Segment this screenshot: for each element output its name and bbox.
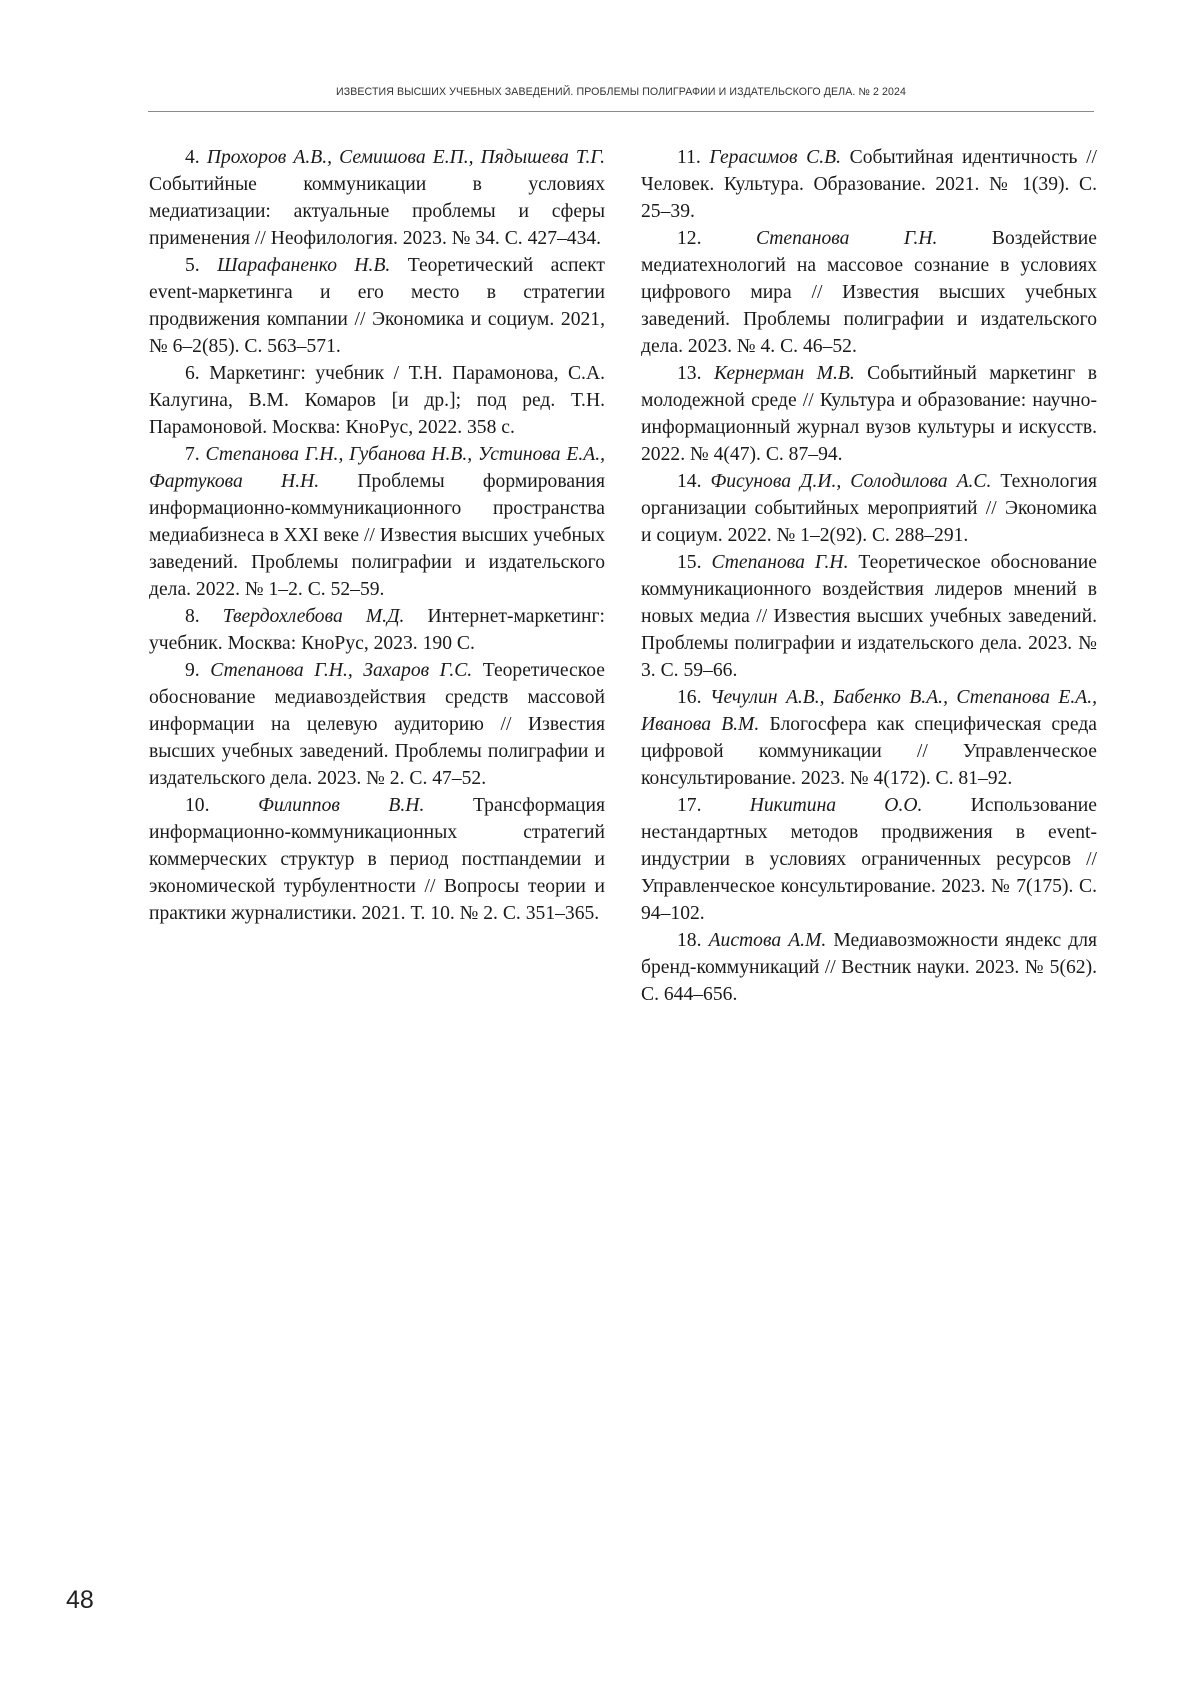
reference-item: 8. Твердохлебова М.Д. Интернет-маркетинг: учебник. Москва: КноРус, 2023. 190 С.	[149, 606, 605, 654]
reference-text: Событийная идентичность // Человек. Культура. Образование. 2021. № 1(39). С. 25–39.	[641, 147, 1097, 222]
reference-item: 18. Аистова А.М. Медиавозможности яндекс для бренд-коммуникаций // Вестник науки. 2023. № 5(62). С. 644–656.	[641, 930, 1097, 1005]
reference-item: 17. Никитина О.О. Использование нестандартных методов продвижения в event-индустрии в условиях ограниченных ресурсов // Управленческое консультирование. 2023. № 7(175). С. 94–102.	[641, 795, 1097, 924]
references-column-left	[149, 144, 605, 927]
reference-authors: Степанова Г.Н., Захаров Г.С.	[210, 660, 473, 681]
reference-authors: Филиппов В.Н.	[258, 795, 425, 816]
reference-text: Событийный маркетинг в молодежной среде // Культура и образование: научно-информационный журнал вузов культуры и искусств. 2022. № 4(47). С. 87–94.	[641, 363, 1098, 465]
reference-item: 16. Чечулин А.В., Бабенко В.А., Степанова Е.А., Иванова В.М. Блогосфера как специфическая среда цифровой коммуникации // Управленческое консультирование. 2023. № 4(172). С. 81–92.	[641, 687, 1097, 789]
reference-text: Блогосфера как специфическая среда цифровой коммуникации // Управленческое консультирование. 2023. № 4(172). С. 81–92.	[641, 714, 1097, 789]
reference-item: 5. Шарафаненко Н.В. Теоретический аспект event-маркетинга и его место в стратегии продвижения компании // Экономика и социум. 2021, № 6–2(85). С. 563–571.	[149, 255, 605, 357]
reference-item: 14. Фисунова Д.И., Солодилова А.С. Технология организации событийных мероприятий // Экономика и социум. 2022. № 1–2(92). С. 288–291.	[641, 471, 1097, 546]
reference-text: Маркетинг: учебник / Т.Н. Парамонова, С.А. Калугина, В.М. Комаров [и др.]; под ред. Т.Н. Парамоновой. Москва: КноРус, 2022. 358 с.	[149, 363, 605, 438]
reference-authors: Степанова Г.Н., Губанова Н.В., Устинова Е.А., Фартукова Н.Н.	[149, 444, 605, 492]
reference-text: Событийные коммуникации в условиях медиатизации: актуальные проблемы и сферы применения // Неофилология. 2023. № 34. С. 427–434.	[149, 174, 605, 249]
reference-authors: Аистова А.М.	[708, 930, 827, 951]
reference-text: Технология организации событийных мероприятий // Экономика и социум. 2022. № 1–2(92). С. 288–291.	[641, 471, 1097, 546]
reference-text: Проблемы формирования информационно-коммуникационного пространства медиабизнеса в XXI веке // Известия высших учебных заведений. Проблемы полиграфии и издательского дела. 2022. № 1–2. С. 52–59.	[149, 471, 605, 600]
reference-authors: Никитина О.О.	[749, 795, 923, 816]
reference-item: 11. Герасимов С.В. Событийная идентичность // Человек. Культура. Образование. 2021. № 1(39). С. 25–39.	[641, 147, 1097, 222]
reference-item: 10. Филиппов В.Н. Трансформация информационно-коммуникационных стратегий коммерческих структур в период постпандемии и экономической турбулентности // Вопросы теории и практики журналистики. 2021. Т. 10. № 2. С. 351–365.	[149, 795, 606, 924]
reference-item: 13. Кернерман М.В. Событийный маркетинг в молодежной среде // Культура и образование: научно-информационный журнал вузов культуры и искусств. 2022. № 4(47). С. 87–94.	[641, 363, 1098, 465]
reference-authors: Прохоров А.В., Семишова Е.П., Пядышева Т.Г.	[206, 147, 605, 168]
reference-authors: Герасимов С.В.	[709, 147, 841, 168]
reference-text: Воздействие медиатехнологий на массовое сознание в условиях цифрового мира // Известия высших учебных заведений. Проблемы полиграфии и издательского дела. 2023. № 4. С. 46–52.	[641, 228, 1097, 357]
references-column-right	[641, 144, 1097, 1008]
header-divider	[148, 111, 1094, 112]
reference-text: Теоретический аспект event-маркетинга и его место в стратегии продвижения компании // Экономика и социум. 2021, № 6–2(85). С. 563–571.	[149, 255, 605, 357]
reference-authors: Фисунова Д.И., Солодилова А.С.	[710, 471, 992, 492]
journal-running-header: ИЗВЕСТИЯ ВЫСШИХ УЧЕБНЫХ ЗАВЕДЕНИЙ. ПРОБЛЕМЫ ПОЛИГРАФИИ И ИЗДАТЕЛЬСКОГО ДЕЛА. № 2 2024	[336, 86, 906, 98]
reference-text: Теоретическое обоснование коммуникационного воздействия лидеров мнений в новых медиа // Известия высших учебных заведений. Проблемы полиграфии и издательского дела. 2023. № 3. С. 59–66.	[641, 552, 1097, 681]
reference-authors: Шарафаненко Н.В.	[217, 255, 391, 276]
reference-text: Теоретическое обоснование медиавоздействия средств массовой информации на целевую аудиторию // Известия высших учебных заведений. Проблемы полиграфии и издательского дела. 2023. № 2. С. 47–52.	[149, 660, 605, 789]
reference-item: 7. Степанова Г.Н., Губанова Н.В., Устинова Е.А., Фартукова Н.Н. Проблемы формирования информационно-коммуникационного пространства медиабизнеса в XXI веке // Известия высших учебных заведений. Проблемы полиграфии и издательского дела. 2022. № 1–2. С. 52–59.	[149, 444, 605, 600]
reference-item: 12. Степанова Г.Н. Воздействие медиатехнологий на массовое сознание в условиях цифрового мира // Известия высших учебных заведений. Проблемы полиграфии и издательского дела. 2023. № 4. С. 46–52.	[641, 228, 1097, 357]
reference-authors: Твердохлебова М.Д.	[222, 606, 405, 627]
reference-authors: Степанова Г.Н.	[711, 552, 849, 573]
reference-text: Интернет-маркетинг: учебник. Москва: КноРус, 2023. 190 С.	[149, 606, 605, 654]
reference-authors: Чечулин А.В., Бабенко В.А., Степанова Е.А., Иванова В.М.	[641, 687, 1097, 735]
reference-item: 9. Степанова Г.Н., Захаров Г.С. Теоретическое обоснование медиавоздействия средств массовой информации на целевую аудиторию // Известия высших учебных заведений. Проблемы полиграфии и издательского дела. 2023. № 2. С. 47–52.	[149, 660, 605, 789]
reference-item: 4. Прохоров А.В., Семишова Е.П., Пядышева Т.Г. Событийные коммуникации в условиях медиатизации: актуальные проблемы и сферы применения // Неофилология. 2023. № 34. С. 427–434.	[149, 147, 605, 249]
reference-text: Медиавозможности яндекс для бренд-коммуникаций // Вестник науки. 2023. № 5(62). С. 644–656.	[641, 930, 1097, 1005]
reference-item: 15. Степанова Г.Н. Теоретическое обоснование коммуникационного воздействия лидеров мнений в новых медиа // Известия высших учебных заведений. Проблемы полиграфии и издательского дела. 2023. № 3. С. 59–66.	[641, 552, 1097, 681]
reference-text: Трансформация информационно-коммуникационных стратегий коммерческих структур в период постпандемии и экономической турбулентности // Вопросы теории и практики журналистики. 2021. Т. 10. № 2. С. 351–365.	[149, 795, 606, 924]
reference-authors: Кернерман М.В.	[713, 363, 855, 384]
page-number: 48	[66, 1586, 94, 1614]
reference-text: Использование нестандартных методов продвижения в event-индустрии в условиях ограниченных ресурсов // Управленческое консультирование. 2023. № 7(175). С. 94–102.	[641, 795, 1097, 924]
reference-authors: Степанова Г.Н.	[755, 228, 938, 249]
reference-item: 6. Маркетинг: учебник / Т.Н. Парамонова, С.А. Калугина, В.М. Комаров [и др.]; под ред. Т.Н. Парамоновой. Москва: КноРус, 2022. 358 с.	[149, 363, 605, 438]
